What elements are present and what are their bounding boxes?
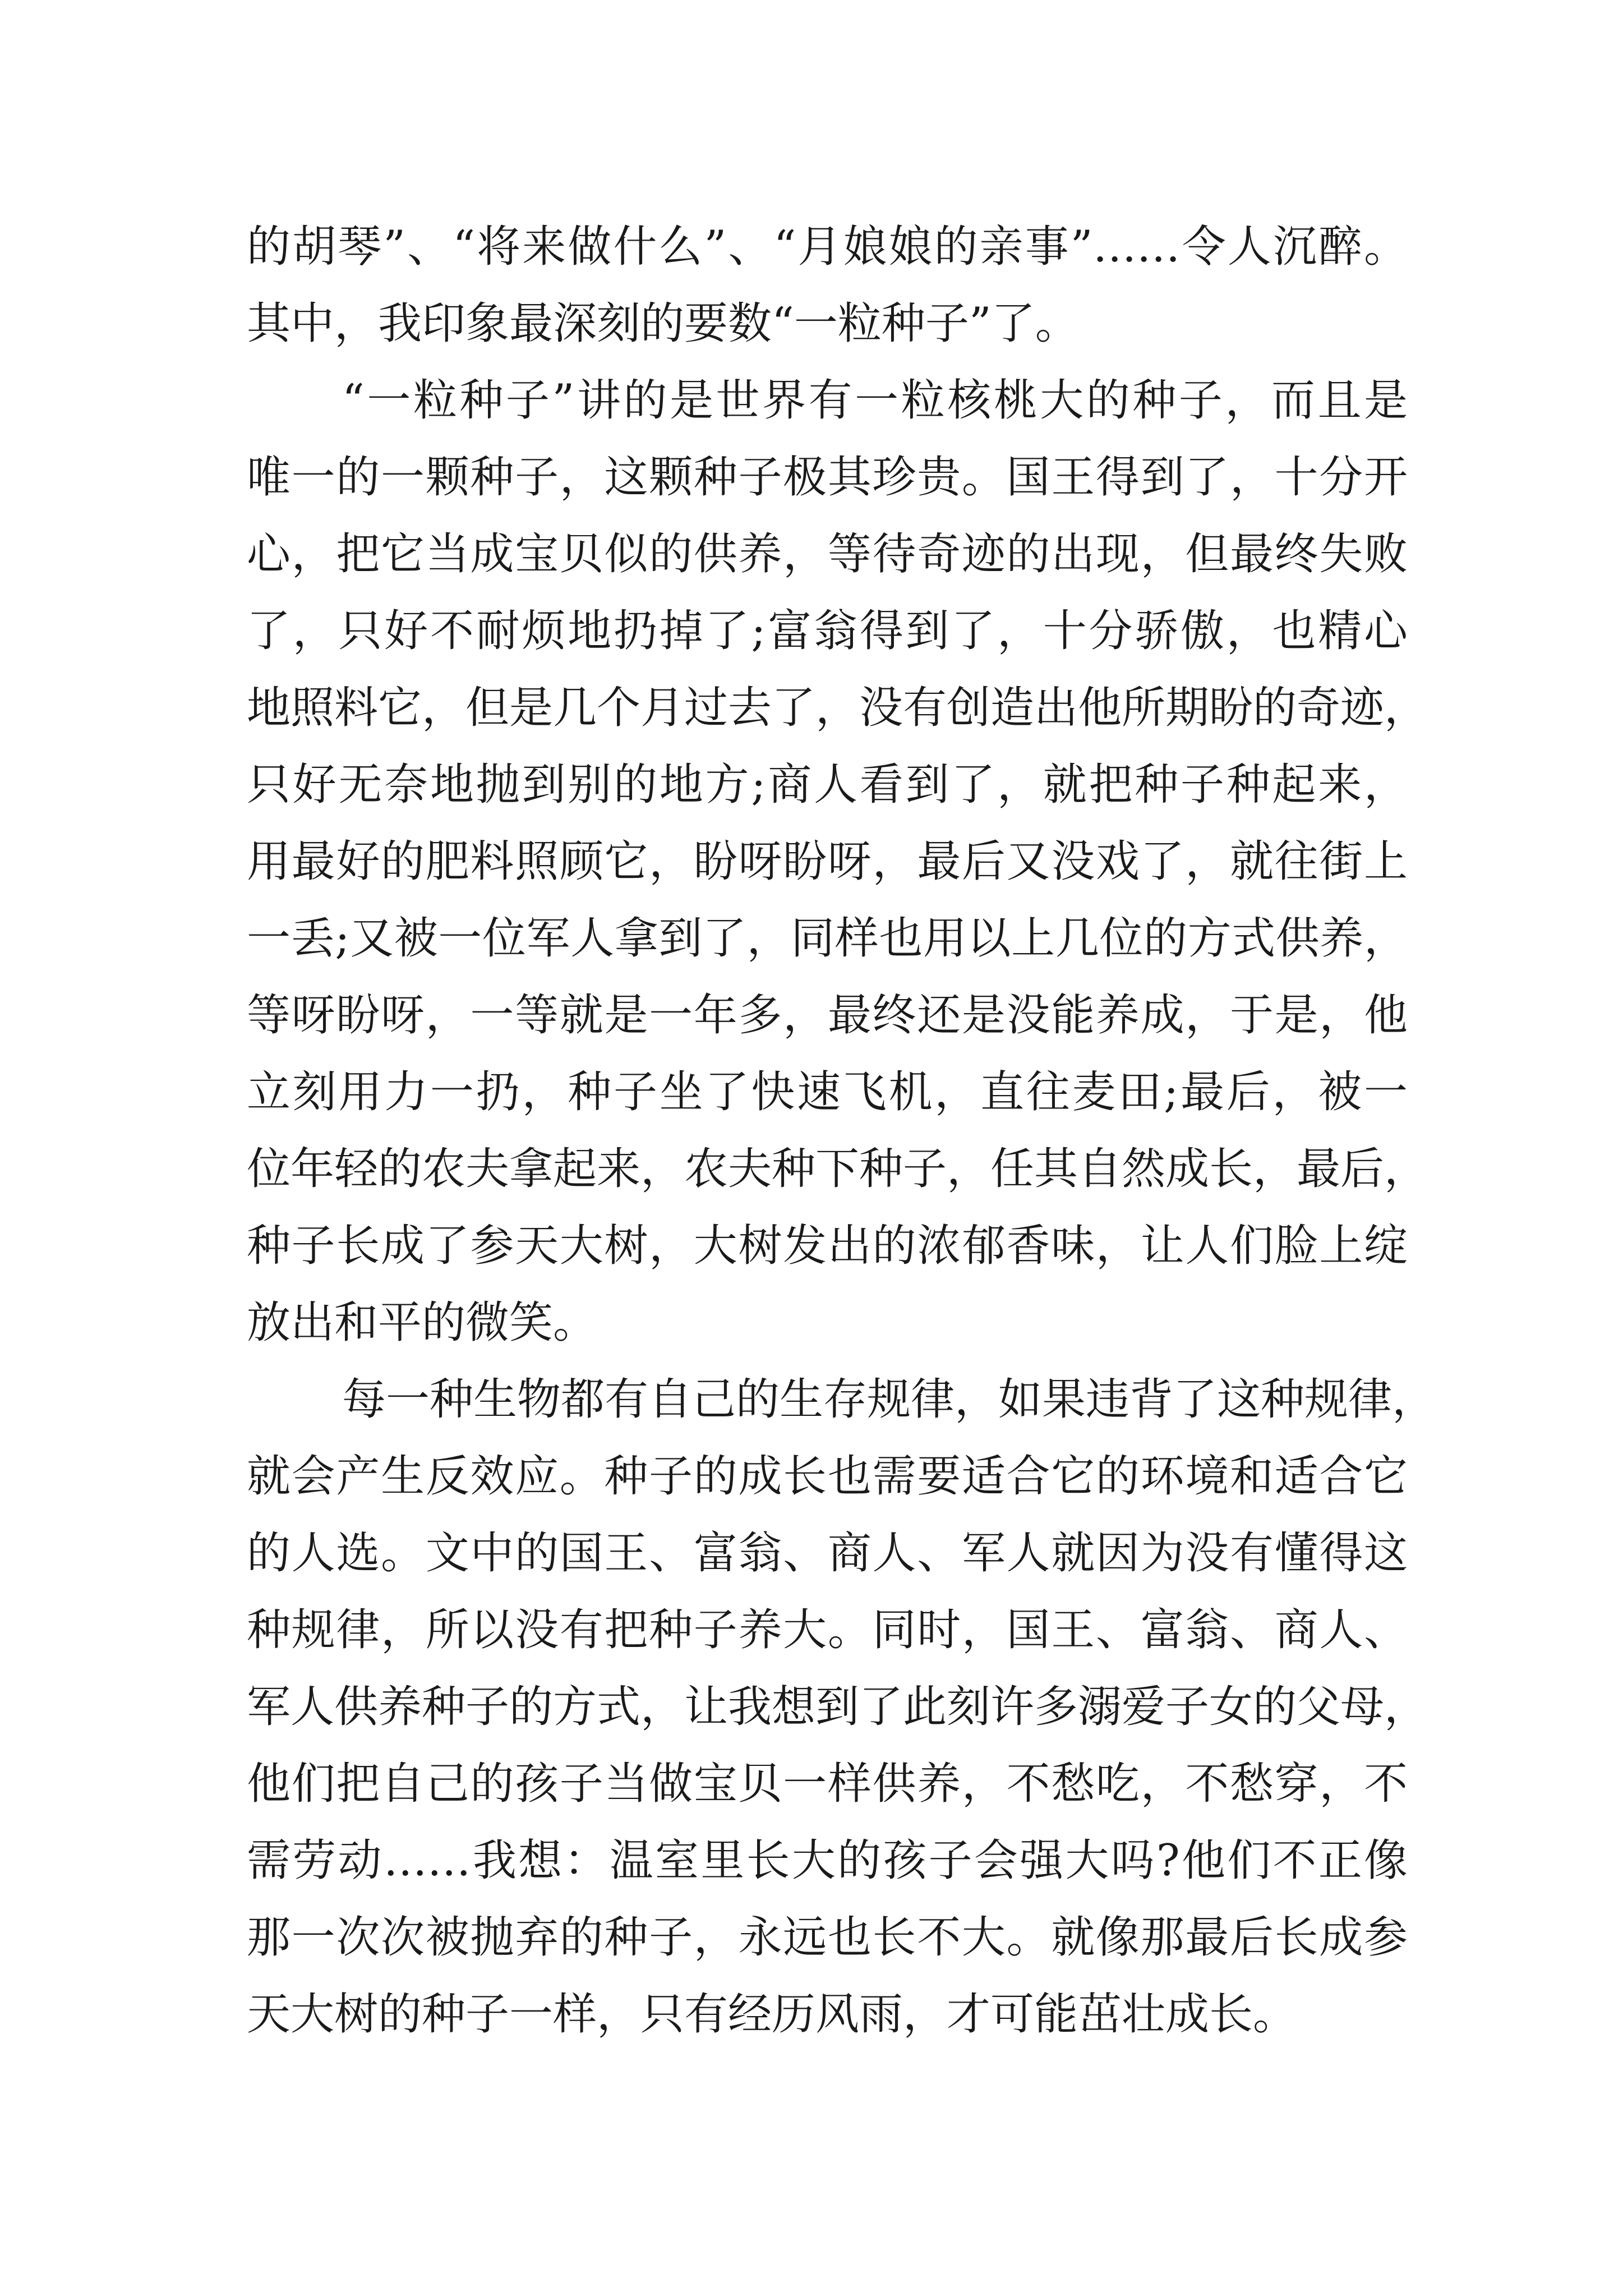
text-line: 种规律，所以没有把种子养大。同时，国王、富翁、商人、 (247, 1605, 1408, 1655)
text-line: 位年轻的农夫拿起来，农夫种下种子，任其自然成长，最后， (247, 1144, 1428, 1194)
paragraph-2 (247, 362, 1428, 1361)
text-line: 军人供养种子的方式，让我想到了此刻许多溺爱子女的父母， (247, 1682, 1428, 1732)
text-line: 天大树的种子一样，只有经历风雨，才可能茁壮成长。 (247, 1989, 1297, 2040)
text-line: 用最好的肥料照顾它，盼呀盼呀，最后又没戏了，就往街上 (247, 836, 1408, 887)
text-line: 每一种生物都有自己的生存规律，如果违背了这种规律， (342, 1374, 1436, 1425)
text-line: 地照料它，但是几个月过去了，没有创造出他所期盼的奇迹， (247, 683, 1428, 733)
text-line: 需劳动……我想：温室里长大的孩子会强大吗?他们不正像 (247, 1835, 1408, 1886)
text-line: “一粒种子”讲的是世界有一粒核桃大的种子，而且是 (342, 375, 1408, 426)
document-body (247, 209, 1436, 2053)
text-line: 那一次次被抛弃的种子，永远也长不大。就像那最后长成参 (247, 1912, 1408, 1963)
text-line: 种子长成了参天大树，大树发出的浓郁香味，让人们脸上绽 (247, 1221, 1408, 1271)
text-line: 的胡琴”、“将来做什么”、“月娘娘的亲事”……令人沉醉。 (247, 222, 1408, 272)
paragraph-1 (247, 209, 1408, 362)
text-line: 等呀盼呀，一等就是一年多，最终还是没能养成，于是，他 (247, 990, 1408, 1041)
paragraph-3 (247, 1361, 1436, 2053)
text-line: 了，只好不耐烦地扔掉了;富翁得到了，十分骄傲，也精心 (247, 606, 1408, 656)
text-line: 唯一的一颗种子，这颗种子极其珍贵。国王得到了，十分开 (247, 452, 1408, 503)
text-line: 的人选。文中的国王、富翁、商人、军人就因为没有懂得这 (247, 1528, 1408, 1579)
text-line: 立刻用力一扔，种子坐了快速飞机，直往麦田;最后，被一 (247, 1067, 1408, 1117)
text-line: 心，把它当成宝贝似的供养，等待奇迹的出现，但最终失败 (247, 529, 1408, 579)
text-line: 就会产生反效应。种子的成长也需要适合它的环境和适合它 (247, 1451, 1408, 1502)
text-line: 只好无奈地抛到别的地方;商人看到了，就把种子种起来， (247, 760, 1408, 810)
text-line: 放出和平的微笑。 (247, 1297, 597, 1348)
text-line: 他们把自己的孩子当做宝贝一样供养，不愁吃，不愁穿，不 (247, 1759, 1408, 1809)
text-line: 其中，我印象最深刻的要数“一粒种子”了。 (247, 298, 1079, 349)
text-line: 一丢;又被一位军人拿到了，同样也用以上几位的方式供养， (247, 913, 1408, 964)
